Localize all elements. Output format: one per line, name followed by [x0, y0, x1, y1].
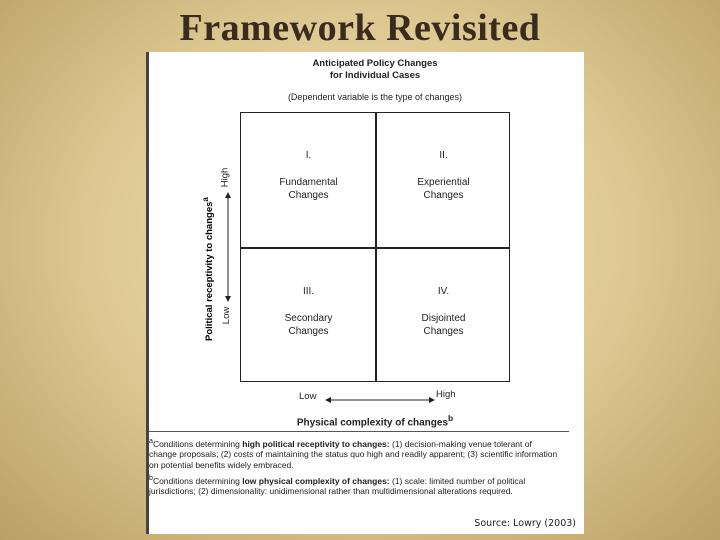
quadrant-4-line2: Changes: [423, 326, 464, 337]
x-axis-label-text: Physical complexity of changes: [296, 417, 449, 429]
x-axis-arrow: [325, 395, 435, 405]
quadrant-1-line1: Fundamental: [279, 177, 338, 188]
quadrant-1: [241, 149, 376, 202]
y-axis-label-text: Political receptivity to changes: [204, 201, 216, 341]
footnote-a-lead: Conditions determining: [152, 438, 243, 449]
quadrant-3-numeral: III.: [302, 286, 315, 297]
quadrant-grid: [240, 112, 510, 382]
quadrant-2-line2: Changes: [423, 190, 464, 201]
quadrant-4-numeral: IV.: [437, 286, 450, 297]
framework-figure: [146, 52, 584, 534]
source-citation: Source: Lowry (2003): [474, 518, 576, 529]
quadrant-2-numeral: II.: [439, 150, 448, 161]
footnote-b-lead: Conditions determining: [152, 475, 243, 486]
quadrant-3-line1: Secondary: [284, 313, 333, 324]
footnote-a-rest: (1) decision-making venue tolerant of change proposals; (2) costs of maintaining the status quo high and readily apparent; (3) scientific information on potential benefits widely embraced.: [149, 438, 558, 470]
x-axis-footnote-mark: b: [448, 413, 454, 423]
figure-title: [240, 58, 510, 82]
footnote-a-mark: a: [149, 437, 153, 445]
figure-title-line1: Anticipated Policy Changes: [312, 58, 438, 69]
footnote-b: [149, 473, 559, 497]
y-axis-footnote-mark: a: [200, 197, 210, 202]
x-axis-high: High: [436, 389, 456, 400]
quadrant-2-line1: Experiential: [417, 177, 470, 188]
y-axis-arrow: [223, 192, 233, 302]
quadrant-1-numeral: I.: [305, 150, 312, 161]
y-axis-high: High: [219, 167, 231, 188]
figure-subtitle: (Dependent variable is the type of changes): [287, 92, 463, 102]
footnote-b-mark: b: [149, 474, 153, 482]
x-axis-label: [240, 413, 510, 428]
footnote-b-bold: low physical complexity of changes:: [242, 475, 390, 486]
quadrant-3-line2: Changes: [288, 326, 329, 337]
footnote-divider: [149, 431, 569, 432]
footnote-a: [149, 436, 559, 470]
y-axis-low: Low: [221, 306, 233, 325]
quadrant-4: [376, 285, 511, 338]
footnote-b-rest: (1) scale: limited number of political jurisdictions; (2) dimensionality: unidimensional rather than multidimensional alterations required.: [149, 475, 526, 497]
horizontal-divider: [241, 247, 509, 249]
footnote-a-bold: high political receptivity to changes:: [242, 438, 390, 449]
figure-title-line2: for Individual Cases: [329, 70, 421, 81]
x-axis-low: Low: [299, 391, 317, 402]
quadrant-2: [376, 149, 511, 202]
y-axis-label: [201, 174, 215, 364]
quadrant-4-line1: Disjointed: [421, 313, 466, 324]
quadrant-3: [241, 285, 376, 338]
quadrant-1-line2: Changes: [288, 190, 329, 201]
slide-title: Framework Revisited: [179, 7, 541, 49]
